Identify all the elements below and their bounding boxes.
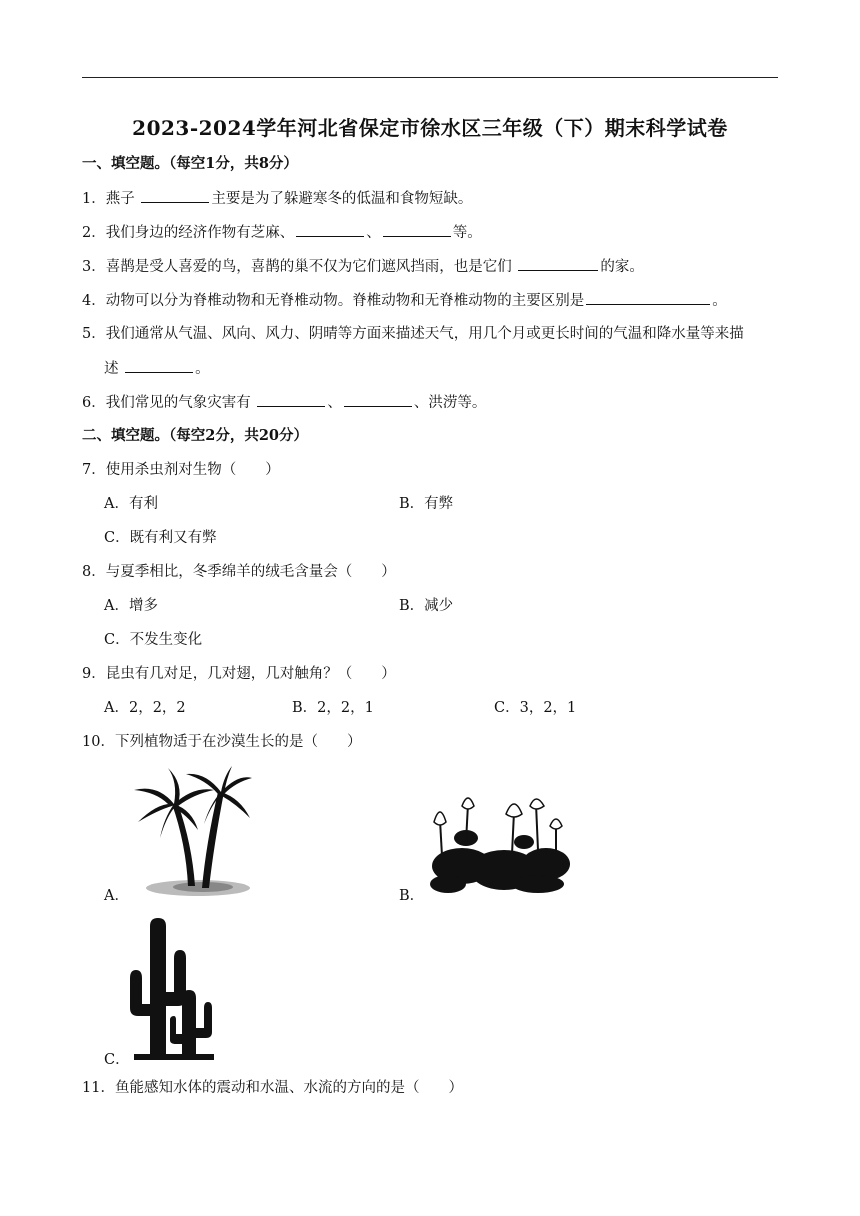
question-9: 9．昆虫有几对足，几对翅，几对触角？（ ） (82, 666, 396, 682)
option-b[interactable]: B． (399, 888, 425, 904)
option-c[interactable]: C．不发生变化 (104, 632, 203, 648)
option-c[interactable]: C． (104, 1052, 130, 1068)
question-3: 3．喜鹊是受人喜爱的鸟，喜鹊的巢不仅为它们遮风挡雨，也是它们 的家。 (82, 256, 644, 277)
question-5: 5．我们通常从气温、风向、风力、阴晴等方面来描述天气，用几个月或更长时间的气温和降水量等来描 (82, 326, 744, 342)
answer-blank[interactable] (586, 290, 710, 305)
answer-blank[interactable] (383, 222, 451, 237)
section-heading-2: 二、填空题。（每空2分，共20分） (82, 427, 309, 444)
cactus-image (124, 916, 216, 1062)
answer-blank[interactable] (141, 188, 209, 203)
question-4: 4．动物可以分为脊椎动物和无脊椎动物。脊椎动物和无脊椎动物的主要区别是 。 (82, 290, 727, 311)
palm-tree-image (128, 764, 254, 900)
header-rule (82, 77, 778, 78)
question-10: 10．下列植物适于在沙漠生长的是（ ） (82, 734, 362, 750)
answer-blank[interactable] (296, 222, 364, 237)
question-6: 6．我们常见的气象灾害有 、 、洪涝等。 (82, 392, 486, 413)
option-b[interactable]: B．有弊 (399, 496, 454, 512)
option-a[interactable]: A． (104, 888, 129, 904)
option-c[interactable]: C．3，2，1 (494, 700, 577, 716)
question-1: 1．燕子 主要是为了躲避寒冬的低温和食物短缺。 (82, 188, 472, 209)
question-11: 11．鱼能感知水体的震动和水温、水流的方向的是（ ） (82, 1080, 463, 1096)
section-heading-1: 一、填空题。（每空1分，共8分） (82, 155, 298, 172)
option-a[interactable]: A．2，2，2 (104, 700, 186, 716)
question-7: 7．使用杀虫剂对生物（ ） (82, 462, 280, 478)
answer-blank[interactable] (518, 256, 598, 271)
answer-blank[interactable] (125, 358, 193, 373)
option-c[interactable]: C．既有利又有弊 (104, 530, 217, 546)
page-title: 2023-2024学年河北省保定市徐水区三年级（下）期末科学试卷 (132, 116, 728, 140)
option-a[interactable]: A．有利 (104, 496, 158, 512)
answer-blank[interactable] (257, 392, 325, 407)
question-8: 8．与夏季相比，冬季绵羊的绒毛含量会（ ） (82, 564, 396, 580)
option-b[interactable]: B．减少 (399, 598, 454, 614)
answer-blank[interactable] (344, 392, 412, 407)
question-2: 2．我们身边的经济作物有芝麻、 、 等。 (82, 222, 482, 243)
question-5-continued: 述 。 (104, 358, 210, 379)
lotus-image (426, 794, 572, 896)
option-b[interactable]: B．2，2，1 (292, 700, 374, 716)
option-a[interactable]: A．增多 (104, 598, 158, 614)
